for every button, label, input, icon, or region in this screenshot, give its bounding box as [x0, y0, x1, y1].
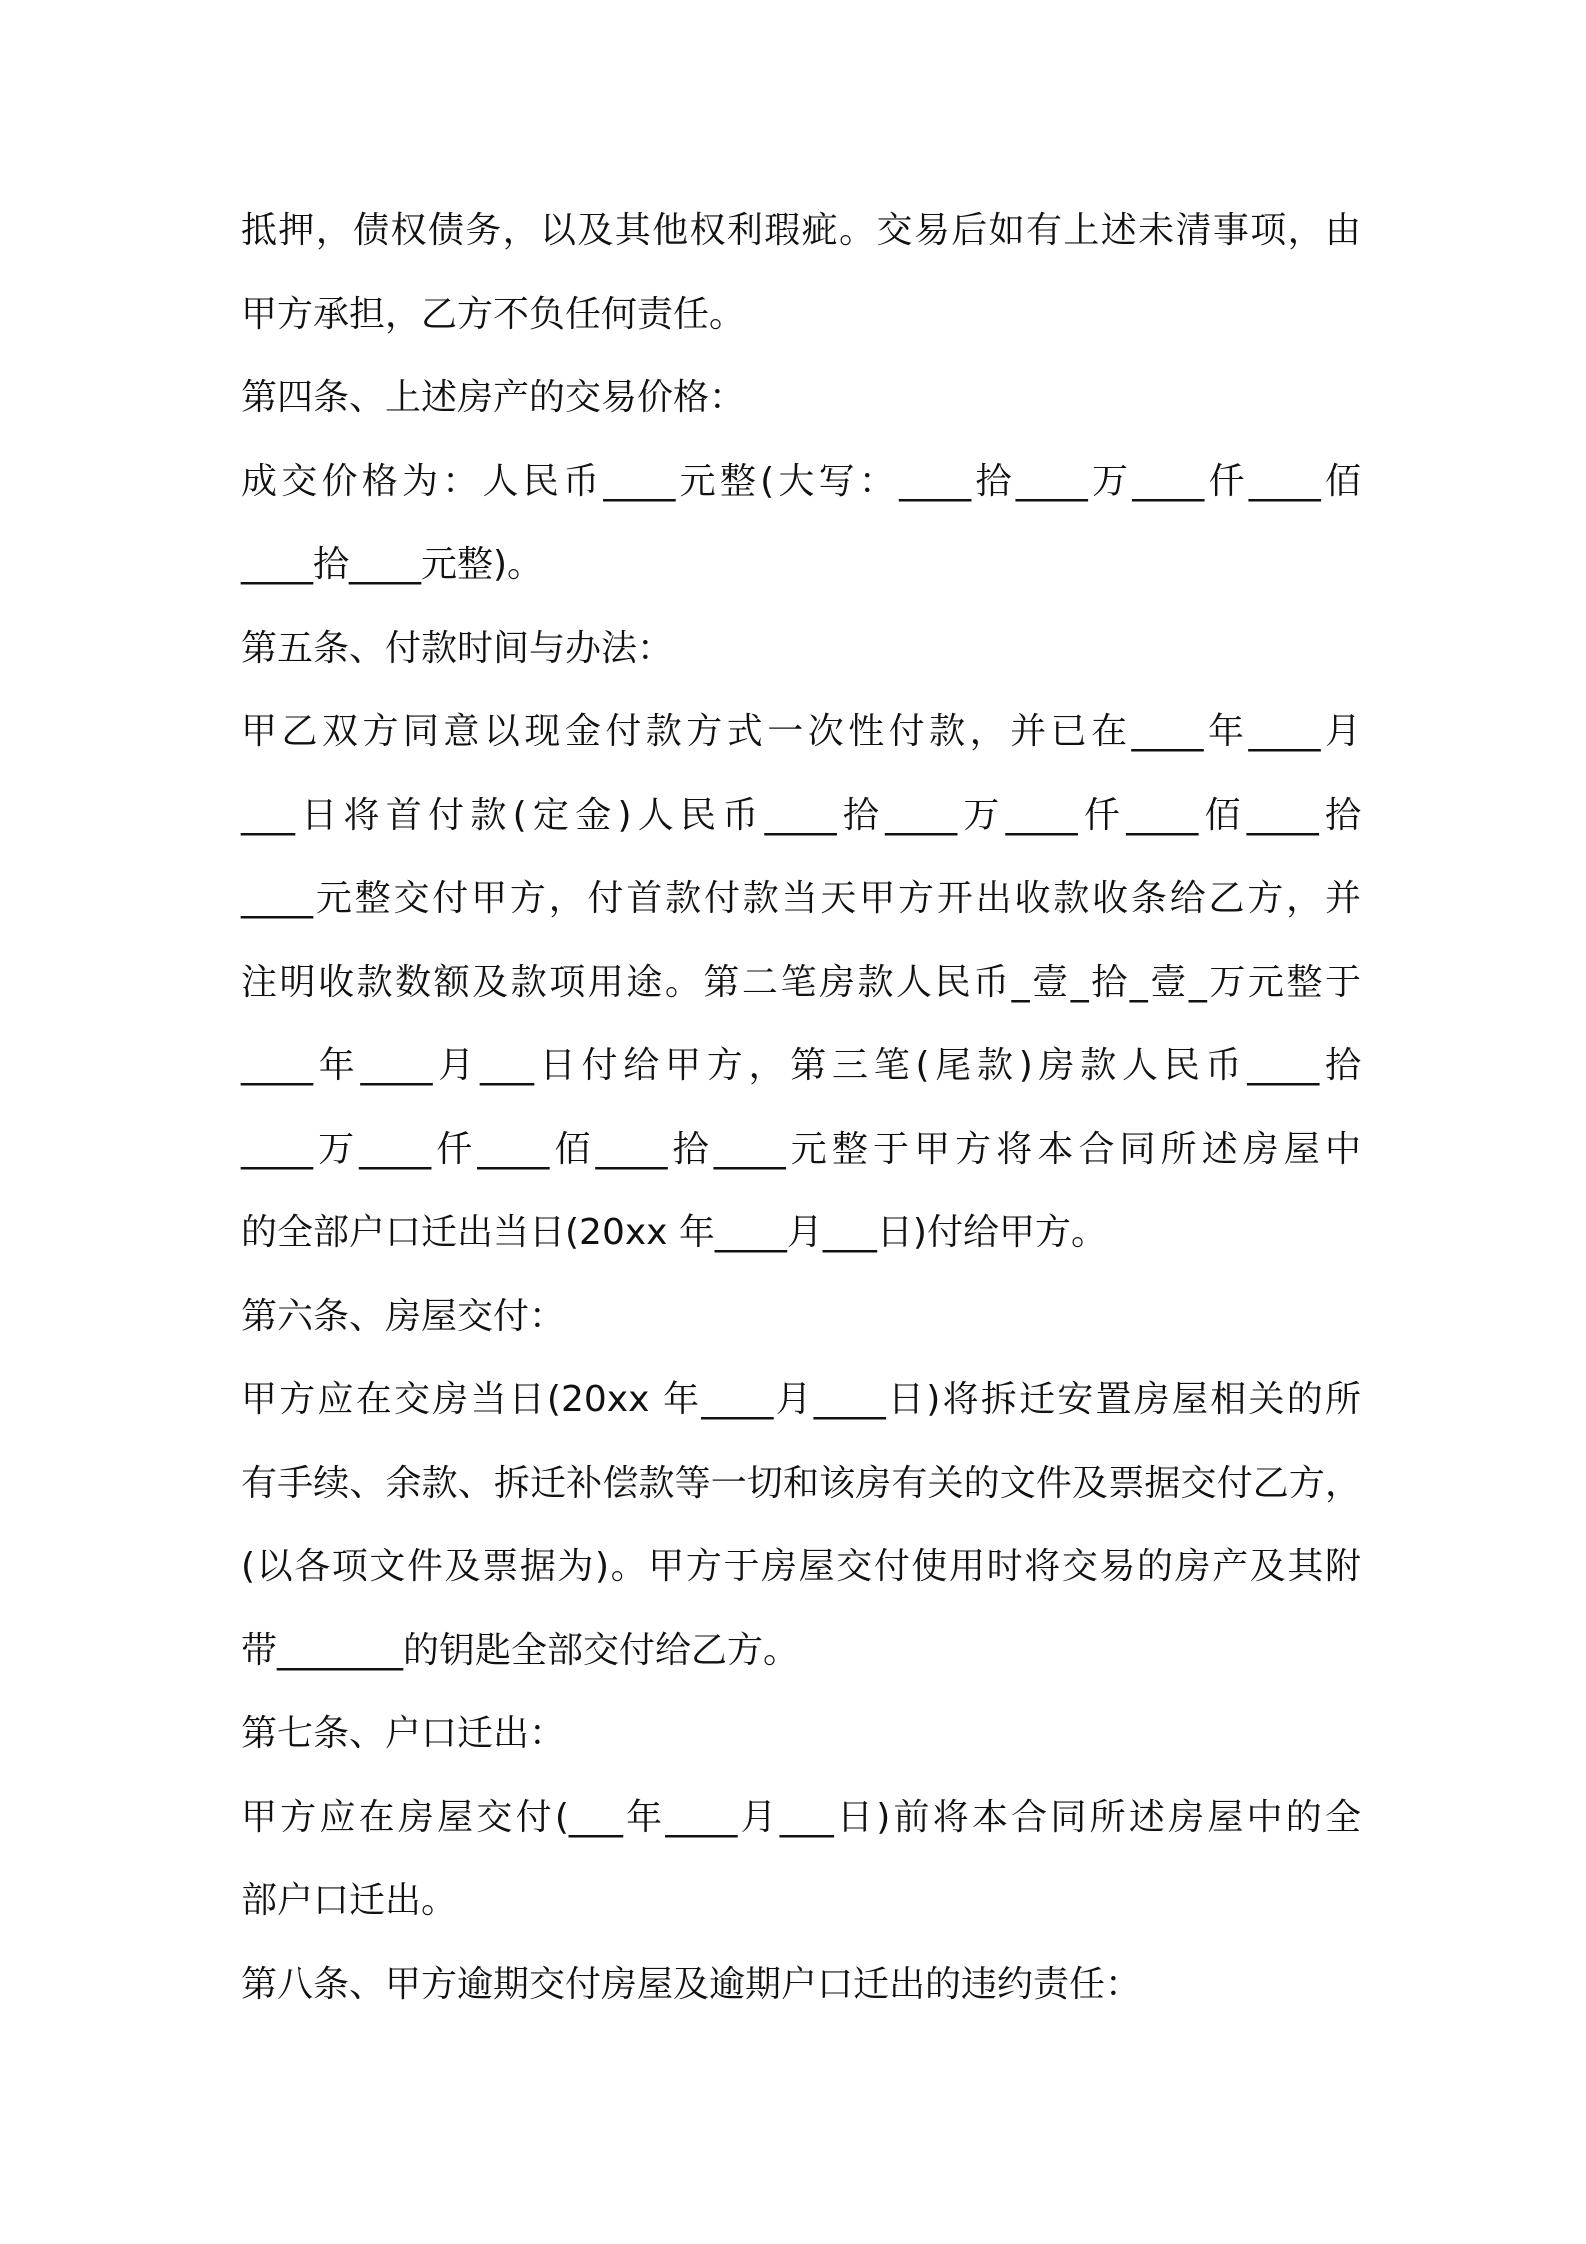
text-line: (以各项文件及票据为)。甲方于房屋交付使用时将交易的房产及其附 [241, 1546, 1361, 1587]
text-line: 带_______的钥匙全部交付给乙方。 [241, 1630, 800, 1671]
text-line: ____拾____元整)。 [241, 544, 544, 585]
section-heading: 第六条、房屋交付： [241, 1296, 566, 1337]
section-heading: 第七条、户口迁出： [241, 1713, 566, 1754]
text-line: 甲方应在房屋交付(___年____月___日)前将本合同所述房屋中的全 [241, 1797, 1361, 1838]
section-heading: 第四条、上述房产的交易价格： [241, 377, 746, 418]
section-heading: 第五条、付款时间与办法： [241, 628, 674, 669]
text-line: 甲方承担，乙方不负任何责任。 [241, 294, 746, 335]
text-line: 部户口迁出。 [241, 1880, 458, 1921]
text-line: ___日将首付款(定金)人民币____拾____万____仟____佰____拾 [241, 795, 1361, 836]
text-line: 甲方应在交房当日(20xx 年____月____日)将拆迁安置房屋相关的所 [241, 1379, 1361, 1420]
text-line: 抵押，债权债务，以及其他权利瑕疵。交易后如有上述未清事项，由 [241, 210, 1361, 251]
text-line: 注明收款数额及款项用途。第二笔房款人民币_壹_拾_壹_万元整于 [241, 962, 1361, 1003]
text-line: 成交价格为：人民币____元整(大写：____拾____万____仟____佰 [241, 461, 1361, 502]
text-line: 有手续、余款、拆迁补偿款等一切和该房有关的文件及票据交付乙方， [241, 1463, 1361, 1504]
text-line: ____元整交付甲方，付首款付款当天甲方开出收款收条给乙方，并 [241, 878, 1361, 919]
text-line: 甲乙双方同意以现金付款方式一次性付款，并已在____年____月 [241, 711, 1361, 752]
section-heading: 第八条、甲方逾期交付房屋及逾期户口迁出的违约责任： [241, 1964, 1142, 2005]
text-line: ____万____仟____佰____拾____元整于甲方将本合同所述房屋中 [241, 1129, 1361, 1170]
text-line: 的全部户口迁出当日(20xx 年____月___日)付给甲方。 [241, 1212, 1107, 1253]
text-line: ____年____月___日付给甲方，第三笔(尾款)房款人民币____拾 [241, 1045, 1361, 1086]
